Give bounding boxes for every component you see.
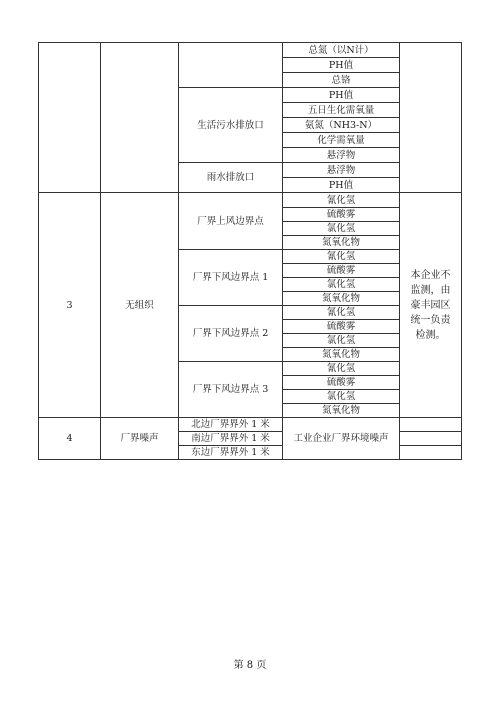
remark-cell: 本企业不监测，由豪丰园区统一负责检测。 <box>400 193 462 418</box>
pollutant-cell: 总氮（以N计） <box>283 43 400 58</box>
pollutant-cell: 工业企业厂界环境噪声 <box>283 418 400 460</box>
location-cell: 雨水排放口 <box>179 163 283 193</box>
remark-cell <box>400 432 462 446</box>
table-row <box>39 43 462 58</box>
location-cell <box>179 43 283 88</box>
location-cell: 生活污水排放口 <box>179 88 283 163</box>
pollutant-cell: 硫酸雾 <box>283 264 400 278</box>
remark-cell <box>400 446 462 460</box>
pollutant-cell: 硫酸雾 <box>283 208 400 222</box>
remark-cell <box>400 43 462 193</box>
monitoring-table <box>38 42 462 460</box>
pollutant-cell: 硫酸雾 <box>283 320 400 334</box>
table-row <box>39 193 462 208</box>
pollutant-cell: 氮氧化物 <box>283 236 400 250</box>
pollutant-cell: 化学需氧量 <box>283 133 400 148</box>
location-cell: 厂界上风边界点 <box>179 193 283 250</box>
location-cell: 厂界下风边界点 1 <box>179 250 283 306</box>
location-cell: 东边厂界界外 1 米 <box>179 446 283 460</box>
pollutant-cell: 氯化氢 <box>283 222 400 236</box>
item-number-cell: 3 <box>39 193 101 418</box>
pollutant-cell: 氰化氢 <box>283 306 400 320</box>
item-number-cell <box>39 43 101 193</box>
pollutant-cell: 氨氮（NH3-N） <box>283 118 400 133</box>
pollutant-cell: 氯化氢 <box>283 334 400 348</box>
pollutant-cell: 悬浮物 <box>283 163 400 178</box>
category-cell: 厂界噪声 <box>101 418 179 460</box>
pollutant-cell: 五日生化需氧量 <box>283 103 400 118</box>
item-number-cell: 4 <box>39 418 101 460</box>
table-row <box>39 418 462 432</box>
category-cell: 无组织 <box>101 193 179 418</box>
pollutant-cell: 氮氧化物 <box>283 348 400 362</box>
pollutant-cell: 悬浮物 <box>283 148 400 163</box>
pollutant-cell: PH值 <box>283 58 400 73</box>
location-cell: 南边厂界界外 1 米 <box>179 432 283 446</box>
location-cell: 厂界下风边界点 3 <box>179 362 283 418</box>
pollutant-cell: 氮氧化物 <box>283 404 400 418</box>
remark-cell <box>400 418 462 432</box>
pollutant-cell: 氯化氢 <box>283 278 400 292</box>
pollutant-cell: 氰化氢 <box>283 193 400 208</box>
category-cell <box>101 43 179 193</box>
pollutant-cell: 氯化氢 <box>283 390 400 404</box>
pollutant-cell: 硫酸雾 <box>283 376 400 390</box>
pollutant-cell: 氮氧化物 <box>283 292 400 306</box>
location-cell: 厂界下风边界点 2 <box>179 306 283 362</box>
location-cell: 北边厂界界外 1 米 <box>179 418 283 432</box>
pollutant-cell: 氰化氢 <box>283 362 400 376</box>
pollutant-cell: 总铬 <box>283 73 400 88</box>
page-number: 第 8 页 <box>233 660 267 671</box>
pollutant-cell: 氰化氢 <box>283 250 400 264</box>
pollutant-cell: PH值 <box>283 88 400 103</box>
pollutant-cell: PH值 <box>283 178 400 193</box>
